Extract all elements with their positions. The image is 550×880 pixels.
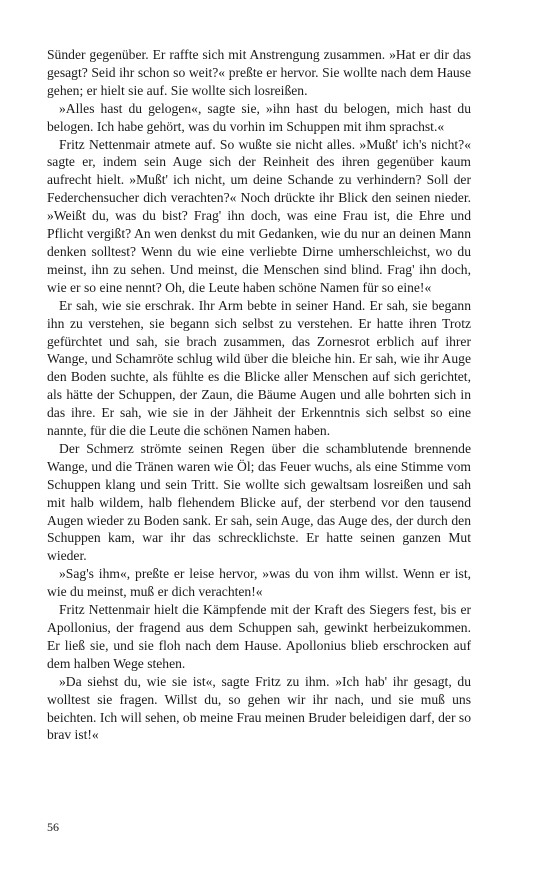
paragraph: Der Schmerz strömte seinen Regen über die schamblutende brennende Wange, und die Tränen waren wie Öl; das Feuer wuchs, als eine Stimme vom Schuppen klang und sein Tritt. Sie wollte sich gewaltsam losreißen und sah mit halb wildem, halb flehendem Blicke auf, der sterbend vor den tausend Augen wieder zu Boden sank. Er sah, sein Auge, das Auge des, der durch den Schuppen kam, war ihr das schrecklichste. Er hatte seinen ganzen Mut wieder. [47, 440, 471, 564]
page-number: 56 [47, 820, 59, 834]
paragraph: »Da siehst du, wie sie ist«, sagte Fritz zu ihm. »Ich hab' ihr gesagt, du wolltest sie fragen. Willst du, so gehen wir ihr nach, und sie muß uns beichten. Ich will sehen, ob meine Frau meinen Bruder beleidigen darf, der so brav ist!« [47, 673, 471, 743]
paragraph: Fritz Nettenmair hielt die Kämpfende mit der Kraft des Siegers fest, bis er Apollonius, der fragend aus dem Schuppen sah, gewinkt herbeizukommen. Er ließ sie, und sie floh nach dem Hause. Apollonius blieb erschrocken auf dem halben Wege stehen. [47, 602, 471, 671]
paragraph: »Alles hast du gelogen«, sagte sie, »ihn hast du belogen, mich hast du belogen. Ich habe gehört, was du vorhin im Schuppen mit ihm sprachst.« [47, 100, 471, 134]
paragraph: »Sag's ihm«, preßte er leise hervor, »was du von ihm willst. Wenn er ist, wie du meinst, muß er dich verachten!« [47, 566, 471, 600]
body-text [47, 46, 471, 744]
paragraph: Fritz Nettenmair atmete auf. So wußte sie nicht alles. »Mußt' ich's nicht?« sagte er, indem sein Auge sich der Reinheit des ihren gegenüber kaum aufrecht hielt. »Mußt' ich nicht, um deine Schande zu verhindern? Soll der Federchensucher dich verachten?« Noch drückte ihr Blick den seinen nieder. »Weißt du, was du bist? Frag' ihn doch, was eine Frau ist, die Ehre und Pflicht vergißt? An wen denkst du mit Gedanken, wie du nur an deinen Mann denken solltest? Wenn du wie eine verliebte Dirne umherschleichst, wo du meinst, ihn zu sehen. Und meinst, die Menschen sind blind. Frag' ihn doch, wie er so eine nennt? Oh, die Leute haben schöne Namen für so eine!« [47, 136, 471, 295]
paragraph: Er sah, wie sie erschrak. Ihr Arm bebte in seiner Hand. Er sah, sie begann ihn zu verstehen, sie begann sich selbst zu verstehen. Er hatte ihren Trotz gefürchtet und sah, sie brach zusammen, das Zornesrot erblich auf ihrer Wange, und Schamröte schlug wild über die bleiche hin. Er sah, wie ihr Auge den Boden suchte, als fühlte es die Blicke aller Menschen auf sich gerichtet, als hätte der Schuppen, der Zaun, die Bäume Augen und alle bohrten sich in das ihre. Er sah, wie sie in der Jähheit der Erkenntnis sich selbst so eine nannte, für die die Leute die schönen Namen haben. [47, 297, 471, 439]
paragraph-continued: Sünder gegenüber. Er raffte sich mit Anstrengung zusammen. »Hat er dir das gesagt? Seid ihr schon so weit?« preßte er hervor. Sie wollte nach dem Hause gehen; er hielt sie auf. Sie wollte sich losreißen. [47, 47, 471, 98]
